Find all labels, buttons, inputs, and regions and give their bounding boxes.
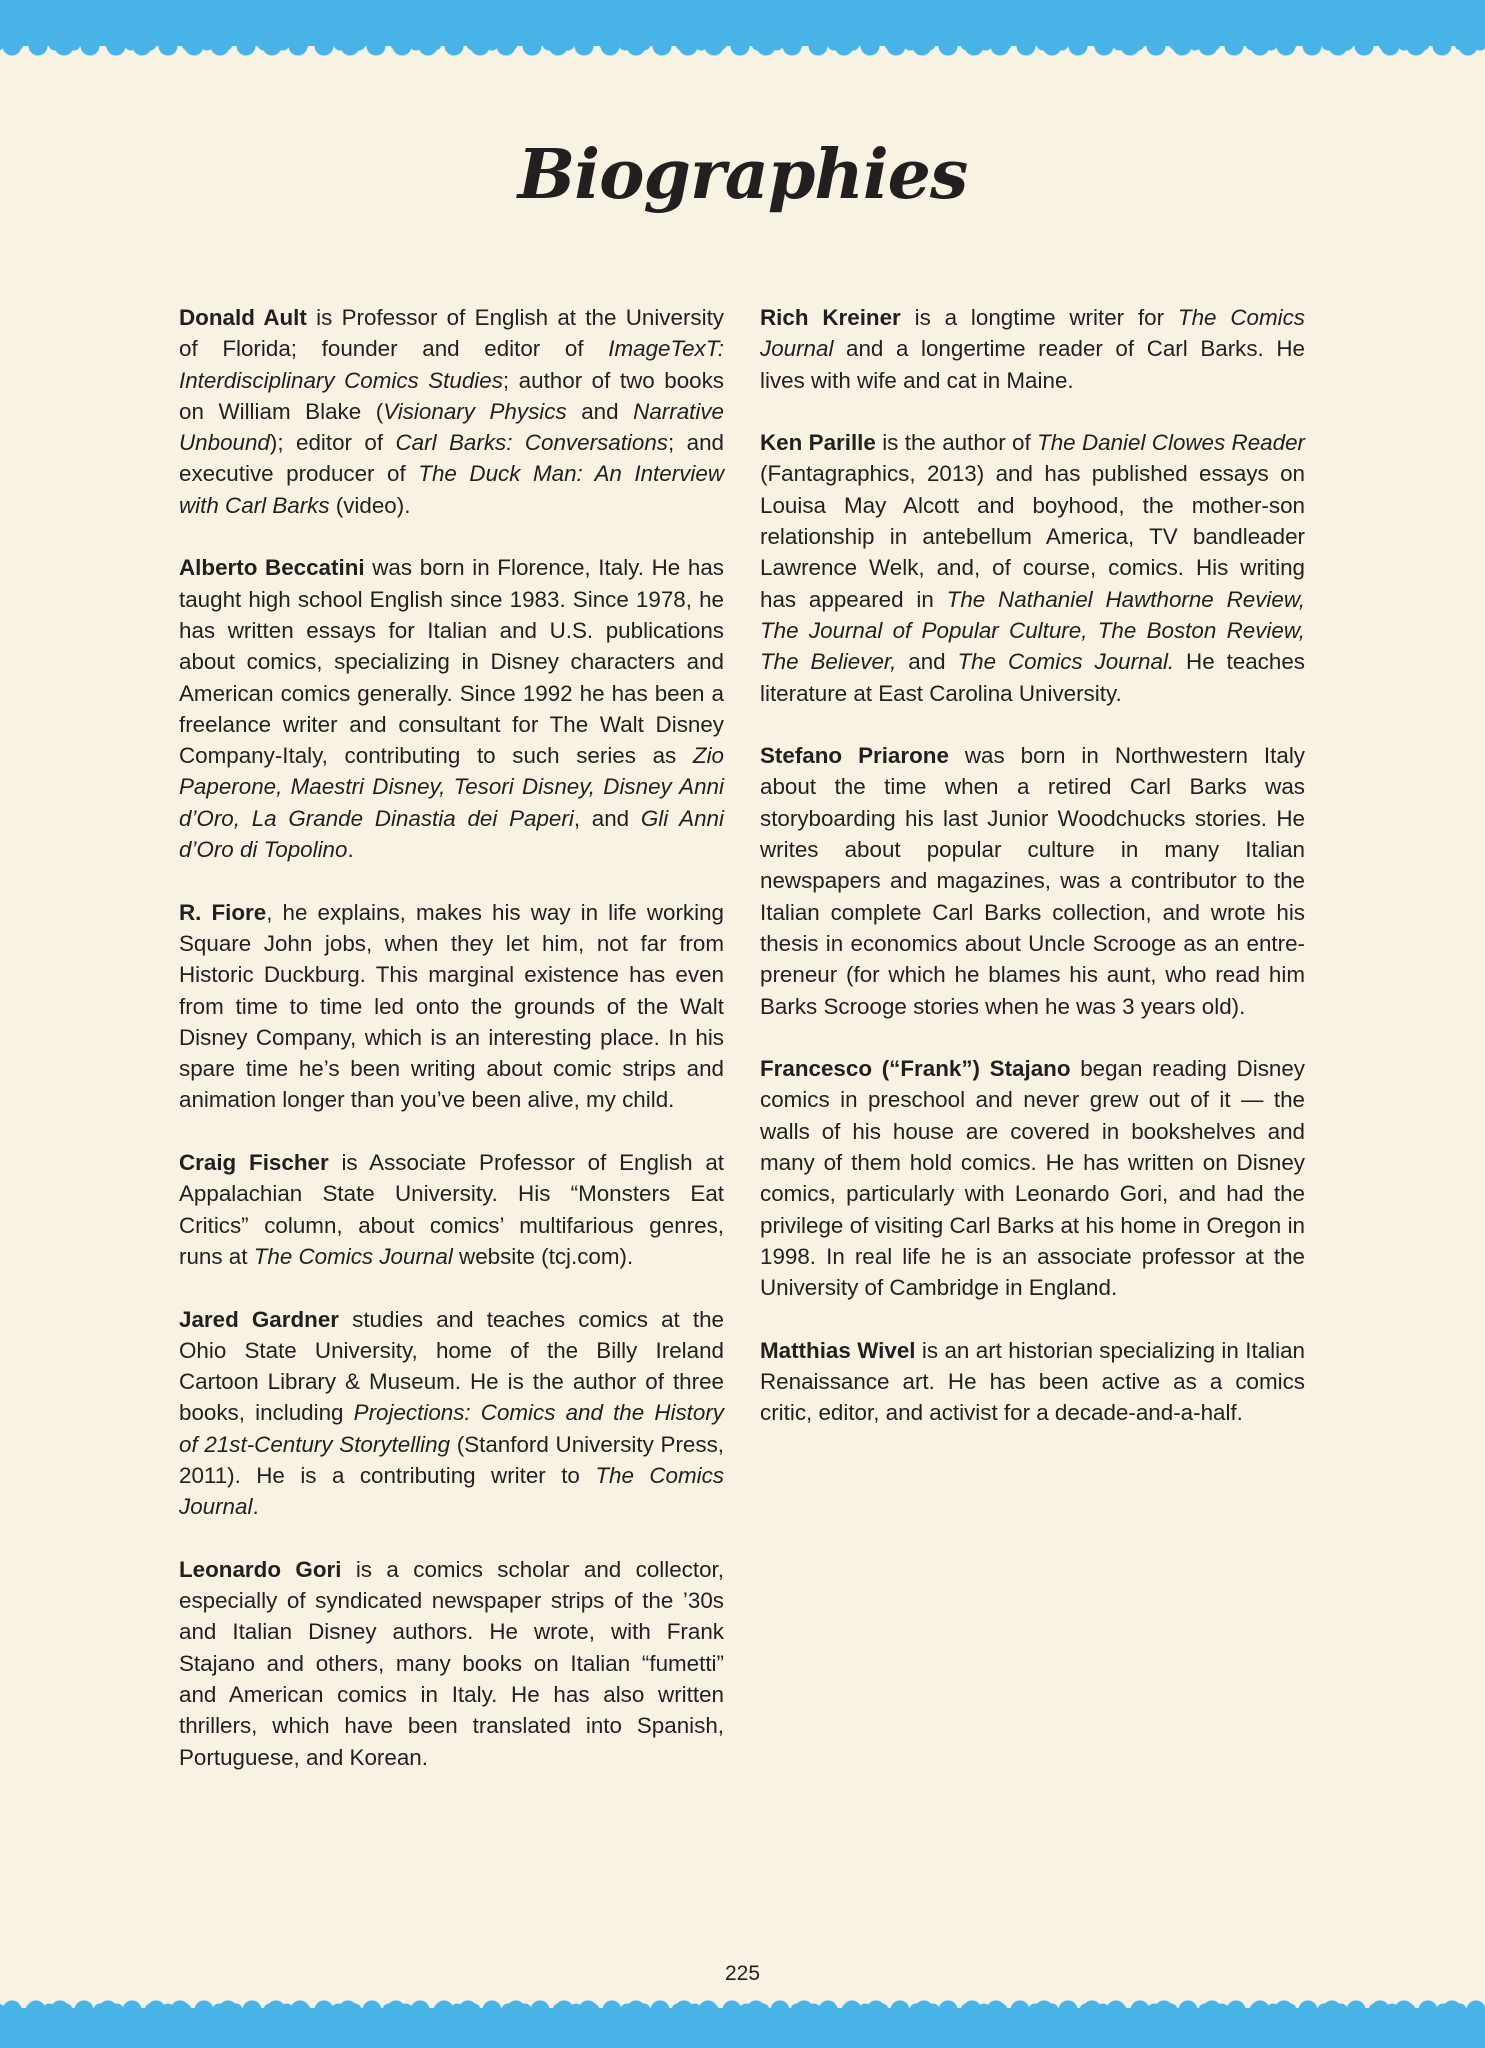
top-decorative-band	[0, 0, 1485, 46]
bio-text: (Stanford University Press, 2011). He is a contributing writer to	[179, 1431, 724, 1488]
bio-name: Matthias Wivel	[760, 1337, 916, 1363]
bio-text: .	[252, 1494, 259, 1520]
bio-text: ; and executive producer of	[179, 430, 724, 487]
bio-donald-ault	[179, 302, 724, 521]
bio-text: ); editor of	[269, 430, 396, 456]
left-column	[179, 302, 724, 1804]
bio-text: is Professor of English at the University of Florida; founder and editor of	[179, 305, 724, 362]
bio-text: (Fantagraphics, 2013) and has published essays on Louisa May Alcott and boyhood, the mother-son relationship in antebellum America, TV bandleader Lawrence Welk, and, of course, comics. His writing has appeared in	[760, 461, 1305, 612]
bio-craig-fischer	[179, 1147, 724, 1272]
bio-text: and	[566, 398, 634, 424]
bio-text: is an art historian specializing in Italian Renaissance art. He has been active as a comics critic, editor, and activist for a decade-and-a-half.	[760, 1337, 1305, 1426]
page-title: Biographies	[517, 135, 968, 215]
bio-text: is Associate Professor of English at Appalachian State University. His “Monsters Eat Critics” column, about comics’ multifarious genres, runs at	[179, 1150, 724, 1269]
bio-text: began reading Disney comics in preschool and never grew out of it — the walls of his house are covered in bookshelves and many of them hold comics. He has written on Disney comics, particularly with Leonardo Gori, and had the privilege of visiting Carl Barks at his home in Oregon in 1998. In real life he is an associate professor at the University of Cambridge in England.	[760, 1056, 1305, 1301]
bio-rich-kreiner	[760, 302, 1305, 396]
bio-italic-title: Carl Barks: Conversations	[395, 430, 668, 456]
bio-frank-stajano	[760, 1053, 1305, 1303]
bio-italic-title: The Duck Man: An Interview with Carl Barks	[179, 461, 724, 518]
bio-italic-title: Projections: Comics and the History of 21st-Century Storytelling	[179, 1400, 725, 1457]
bio-italic-title: The Comics Journal	[760, 305, 1305, 362]
bio-text: ; author of two books on William Blake (	[179, 367, 724, 424]
bio-text: was born in Florence, Italy. He has taught high school English since 1983. Since 1978, he has written essays for Italian and U.S. publications about comics, specializing in Disney characters and American comics generally. Since 1992 he has been a freelance writer and consultant for The Walt Disney Company-Italy, contributing to such series as	[179, 555, 724, 769]
bio-name: R. Fiore	[179, 899, 267, 925]
bio-name: Rich Kreiner	[760, 305, 901, 330]
bio-name: Ken Parille	[760, 430, 876, 456]
bio-italic-title: The Daniel Clowes Reader	[1037, 430, 1305, 456]
bio-matthias-wivel	[760, 1335, 1305, 1429]
bio-text: He teaches literature at East Carolina University.	[760, 649, 1305, 706]
bio-text: is a longtime writer for	[900, 305, 1178, 330]
bio-jared-gardner	[179, 1304, 724, 1523]
bio-name: Jared Gardner	[179, 1306, 339, 1332]
bio-italic-title: Gli Anni d’Oro di Topolino	[179, 805, 724, 863]
bio-text: and a longertime reader of Carl Barks. He lives with wife and cat in Maine.	[760, 336, 1305, 393]
bio-text: is the author of	[875, 430, 1038, 456]
bio-italic-title: The Comics Journal	[253, 1243, 453, 1269]
bio-stefano-priarone	[760, 740, 1305, 1022]
bottom-decorative-band	[0, 2008, 1485, 2048]
bio-text: , he explains, makes his way in life working Square John jobs, when they let him, not far from Historic Duckburg. This marginal existence has even from time to time led onto the grounds of the Walt Disney Company, which is an interesting place. In his spare time he’s been writing about comic strips and animation longer than you’ve been alive, my child.	[179, 899, 724, 1113]
bio-text: and	[896, 649, 958, 675]
bio-italic-title: The Comics Journal	[179, 1462, 724, 1520]
bio-text: website (tcj.com).	[452, 1243, 634, 1269]
bio-name: Francesco (“Frank”) Stajano	[760, 1056, 1071, 1082]
bio-alberto-beccatini	[179, 552, 724, 865]
bio-name: Donald Ault	[179, 305, 307, 330]
bio-italic-title: ImageTexT: Interdisciplinary Comics Studies	[179, 336, 724, 393]
bio-italic-title: Narrative Unbound	[179, 398, 724, 456]
bio-ken-parille	[760, 427, 1305, 709]
bio-text: studies and teaches comics at the Ohio State University, home of the Billy Ireland Cartoon Library & Museum. He is the author of three books, including	[179, 1306, 725, 1426]
bio-italic-title: Visionary Physics	[383, 398, 567, 424]
bio-text: , and	[573, 805, 641, 831]
bio-leonardo-gori	[179, 1554, 724, 1773]
bio-text: (video).	[329, 492, 411, 518]
bio-r-fiore	[179, 897, 724, 1116]
bio-name: Alberto Beccatini	[179, 555, 365, 581]
bio-name: Leonardo Gori	[179, 1556, 342, 1582]
bio-name: Stefano Priarone	[760, 743, 949, 769]
bio-text: .	[347, 837, 354, 863]
page-number: 225	[724, 1962, 761, 1985]
right-column	[760, 302, 1305, 1460]
bio-italic-title: The Comics Journal.	[957, 649, 1175, 675]
bio-italic-title: The Nathaniel Hawthorne Review, The Journal of Popular Culture, The Boston Review, The Believer,	[760, 586, 1305, 675]
bio-text: is a comics scholar and collector, especially of syndicated newspaper strips of the ’30s and Italian Disney authors. He wrote, with Frank Stajano and others, many books on Italian “fumetti” and American comics in Italy. He has also written thrillers, which have been translated into Spanish, Portuguese, and Korean.	[179, 1556, 724, 1770]
bio-italic-title: Zio Paperone, Maestri Disney, Tesori Disney, Disney Anni d’Oro, La Grande Dinastia dei Paperi	[179, 743, 724, 831]
bio-text: was born in Northwestern Italy about the time when a retired Carl Barks was storyboarding his last Junior Woodchucks stories. He writes about popular culture in many Italian newspapers and magazines, was a contributor to the Italian complete Carl Barks collection, and wrote his thesis in economics about Uncle Scrooge as an entrepreneur (for which he blames his aunt, who read him Barks Scrooge stories when he was 3 years old).	[760, 743, 1305, 1019]
bio-name: Craig Fischer	[179, 1150, 329, 1176]
